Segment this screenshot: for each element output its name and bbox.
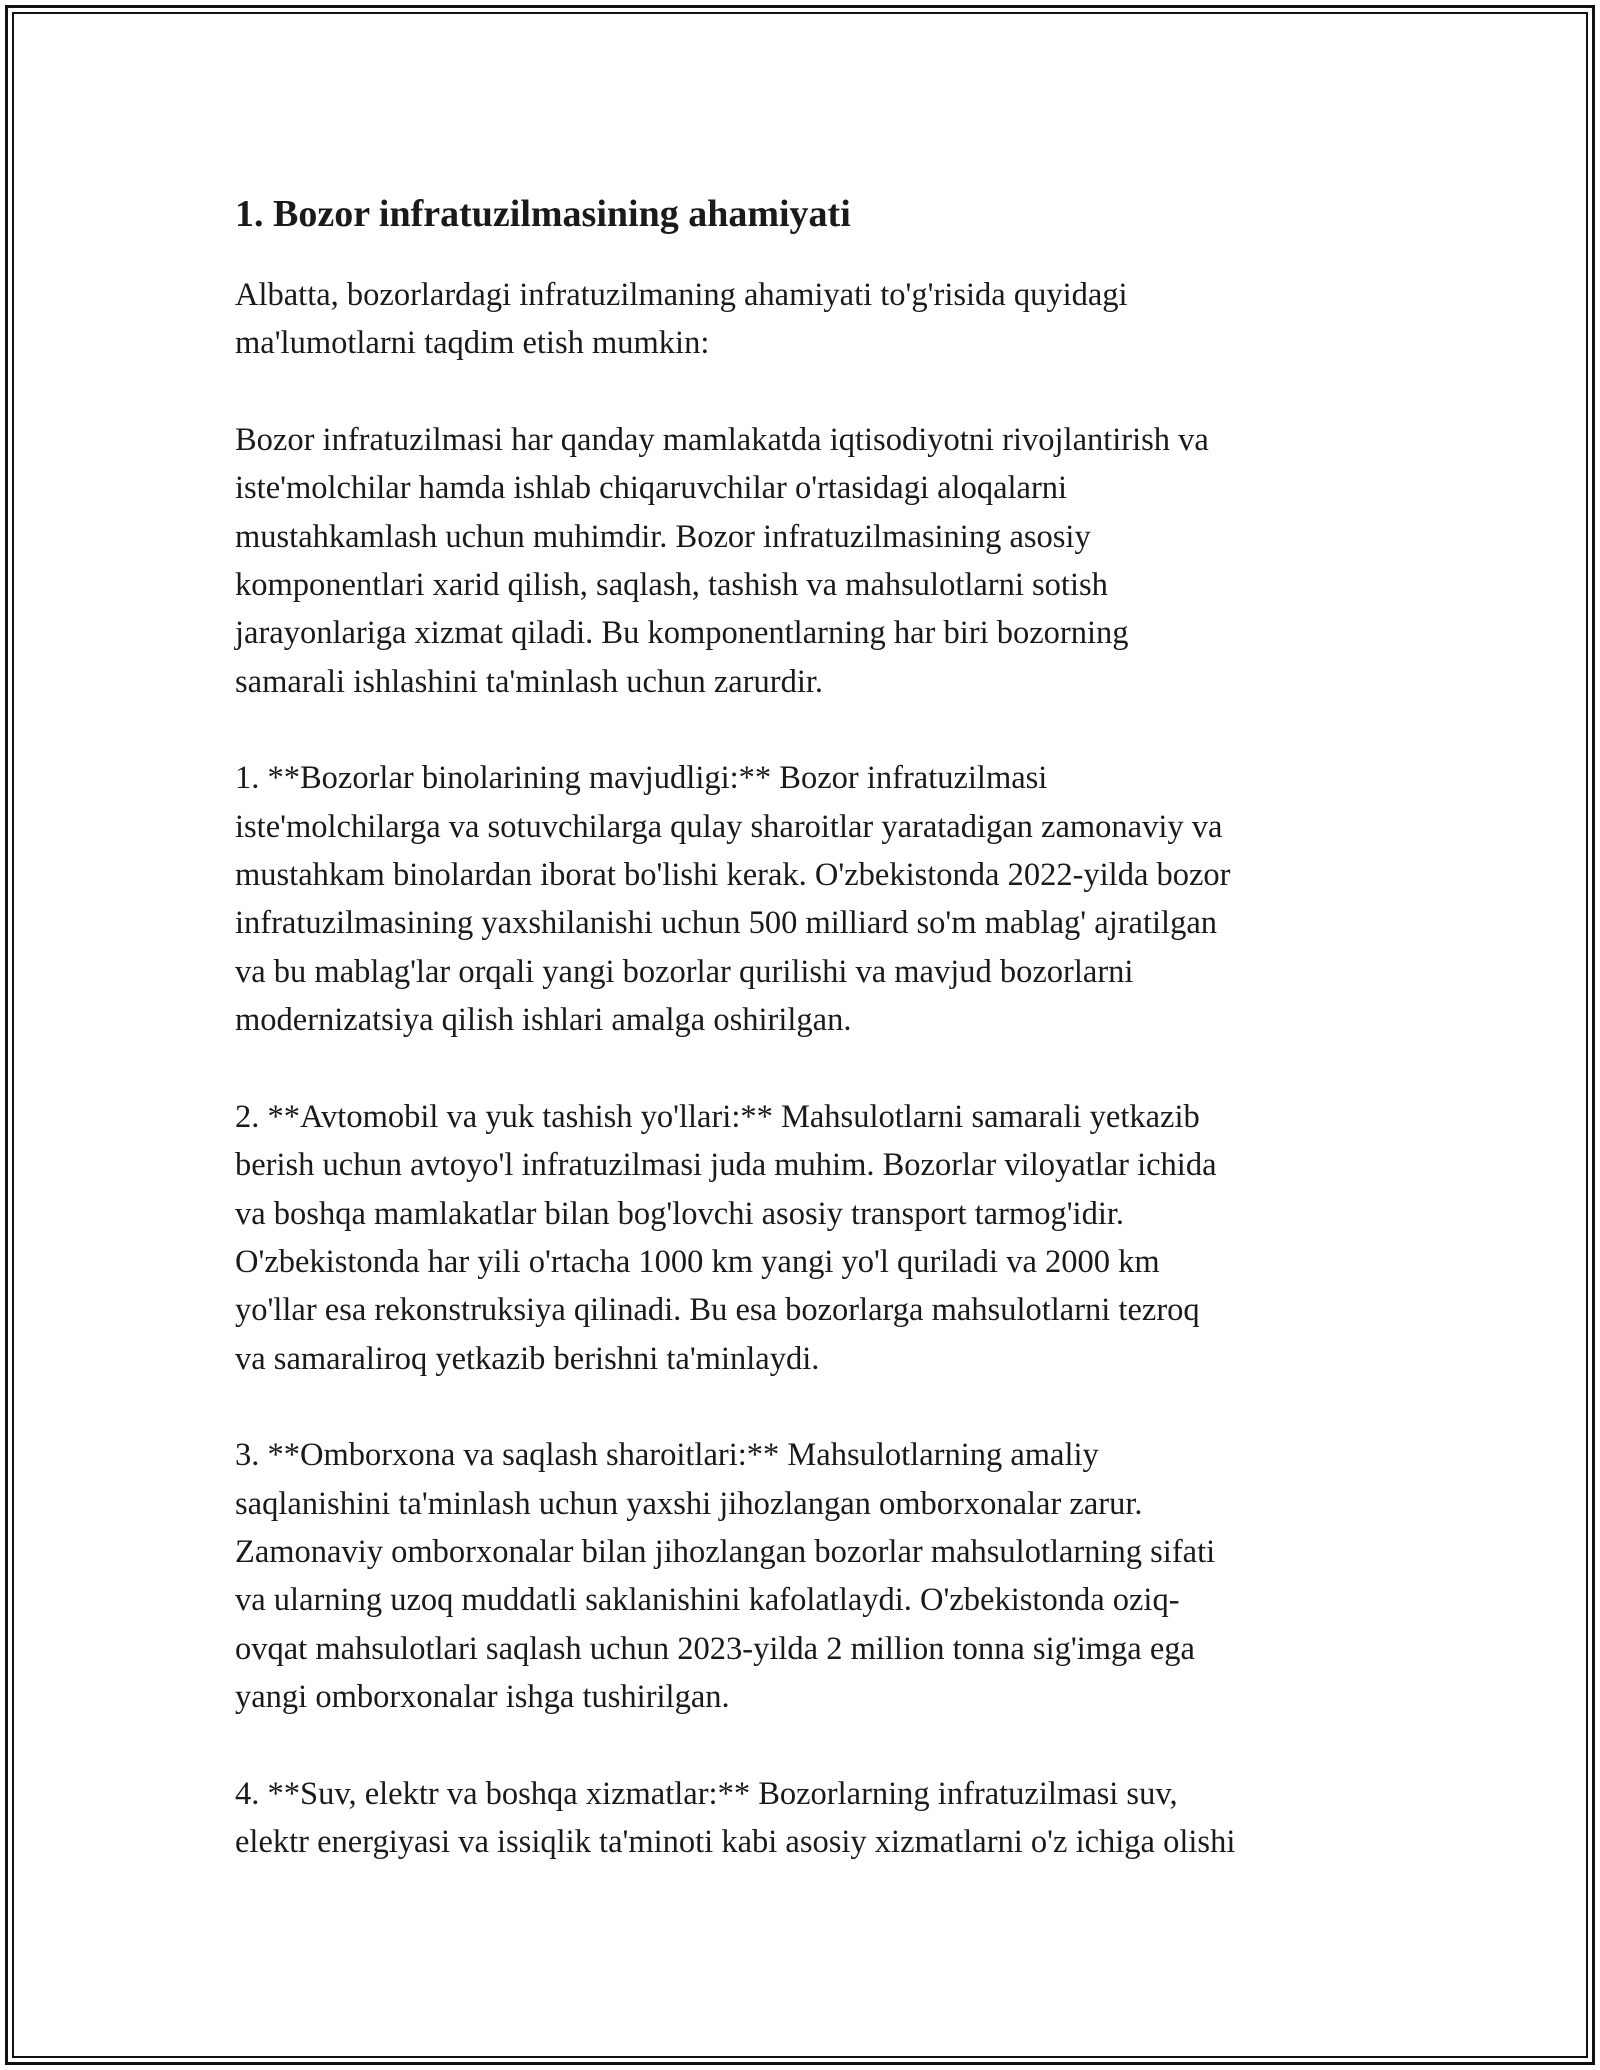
list-item-roads: 2. **Avtomobil va yuk tashish yo'llari:** Mahsulotlarni samarali yetkazib berish uchun avtoyo'l infratuzilmasi juda muhim. Bozorlar viloyatlar ichida va boshqa mamlakatlar bilan bog'lovchi asosiy transport tarmog'idir. O'zbekistonda har yili o'rtacha 1000 km yangi yo'l quriladi va 2000 km yo'llar esa rekonstruksiya qilinadi. Bu esa bozorlarga mahsulotlarni tezroq va samaraliroq yetkazib berishni ta'minlaydi.: [235, 1098, 1217, 1377]
document-page: [235, 185, 1385, 1914]
section-heading: 1. Bozor infratuzilmasining ahamiyati: [235, 193, 851, 235]
list-item-market-buildings: 1. **Bozorlar binolarining mavjudligi:** Bozor infratuzilmasi iste'molchilarga va sotuvchilarga qulay sharoitlar yaratadigan zamonaviy va mustahkam binolardan iborat bo'lishi kerak. O'zbekistonda 2022-yilda bozor infratuzilmasining yaxshilanishi uchun 500 milliard so'm mablag' ajratilgan va bu mablag'lar orqali yangi bozorlar qurilishi va mavjud bozorlarni modernizatsiya qilish ishlari amalga oshirilgan.: [235, 760, 1231, 1039]
intro-paragraph: Albatta, bozorlardagi infratuzilmaning ahamiyati to'g'risida quyidagi ma'lumotlarni taqdim etish mumkin:: [235, 277, 1128, 362]
overview-paragraph: Bozor infratuzilmasi har qanday mamlakatda iqtisodiyotni rivojlantirish va iste'molchilar hamda ishlab chiqaruvchilar o'rtasidagi aloqalarni mustahkamlash uchun muhimdir. Bozor infratuzilmasining asosiy komponentlari xarid qilish, saqlash, tashish va mahsulotlarni sotish jarayonlariga xizmat qiladi. Bu komponentlarning har biri bozorning samarali ishlashini ta'minlash uchun zarurdir.: [235, 421, 1209, 700]
list-item-warehouses: 3. **Omborxona va saqlash sharoitlari:** Mahsulotlarning amaliy saqlanishini ta'minlash uchun yaxshi jihozlangan omborxonalar zarur. Zamonaviy omborxonalar bilan jihozlangan bozorlar mahsulotlarning sifati va ularning uzoq muddatli saklanishini kafolatlaydi. O'zbekistonda oziq- ovqat mahsulotlari saqlash uchun 2023-yilda 2 million tonna sig'imga ega yangi omborxonalar ishga tushirilgan.: [235, 1437, 1216, 1716]
list-item-utilities: 4. **Suv, elektr va boshqa xizmatlar:** Bozorlarning infratuzilmasi suv, elektr energiyasi va issiqlik ta'minoti kabi asosiy xizmatlarni o'z ichiga olishi: [235, 1775, 1236, 1860]
